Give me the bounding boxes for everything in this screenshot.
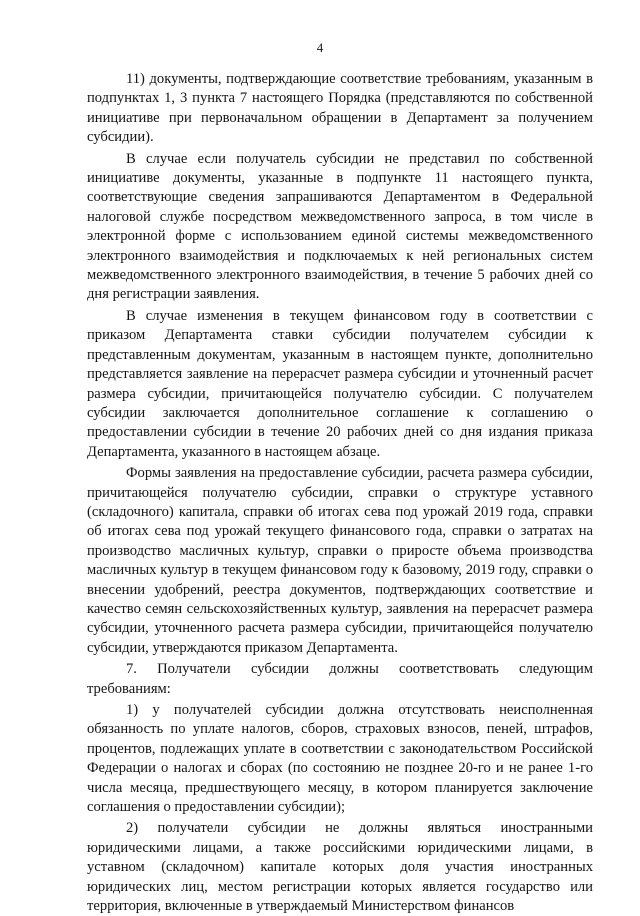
paragraph-item-11-documents: 11) документы, подтверждающие соответствие требованиям, указанным в подпунктах 1, 3 пункта 7 настоящего Порядка (представляются по собственной инициативе при первоначальном обращении в Департамент за получением субсидии).: [87, 71, 593, 146]
paragraph-forms-approval: Формы заявления на предоставление субсидии, расчета размера субсидии, причитающейся получателю субсидии, справки о структуре уставного (складочного) капитала, справки об итогах сева под урожай 2019 года, справки об итогах сева под урожай текущего финансового года, справки о затратах на производство масличных культур, справки о приросте объема производства масличных культур в текущем финансовом году к базовому, 2019 году, справки о внесении удобрений, реестра документов, подтверждающих соответствие и качество семян сельскохозяйственных культур, заявления на перерасчет размера субсидии, уточненного расчета размера субсидии, причитающейся получателю субсидии, утверждаются приказом Департамента.: [87, 465, 593, 656]
paragraph-interdepartmental-request: В случае если получатель субсидии не представил по собственной инициативе документы, указанные в подпункте 11 настоящего пункта, соответствующие сведения запрашиваются Департаментом в Федеральной налоговой службе посредством межведомственного запроса, в том числе в электронной форме с использованием единой системы межведомственного электронного взаимодействия и подключаемых к ней региональных систем межведомственного электронного взаимодействия, в течение 5 рабочих дней со дня регистрации заявления.: [87, 150, 593, 303]
paragraph-rate-change: В случае изменения в текущем финансовом году в соответствии с приказом Департамента ставки субсидии получателем субсидии к представленным документам, указанным в настоящем пункте, дополнительно представляется заявление на перерасчет размера субсидии и уточненный расчет размера субсидии, причитающейся получателю субсидии. С получателем субсидии заключается дополнительное соглашение к соглашению о предоставлении субсидии в течение 20 рабочих дней со дня издания приказа Департамента, указанного в настоящем абзаце.: [87, 307, 593, 460]
document-body: [87, 70, 593, 916]
paragraph-section-7-heading: 7. Получатели субсидии должны соответствовать следующим требованиям:: [87, 661, 593, 697]
page-number: 4: [316, 40, 324, 55]
paragraph-requirement-2: 2) получатели субсидии не должны являться иностранными юридическими лицами, а также российскими юридическими лицами, в уставном (складочном) капитале которых доля участия иностранных юридических лиц, местом регистрации которых является государство или территория, включенные в утверждаемый Министерством финансов: [87, 820, 593, 915]
paragraph-requirement-1: 1) у получателей субсидии должна отсутствовать неисполненная обязанность по уплате налогов, сборов, страховых взносов, пеней, штрафов, процентов, подлежащих уплате в соответствии с законодательством Российской Федерации о налогах и сборах (по состоянию не позднее 20-го и не ранее 1-го числа месяца, предшествующего месяцу, в котором планируется заключение соглашения о предоставлении субсидии);: [87, 702, 593, 816]
